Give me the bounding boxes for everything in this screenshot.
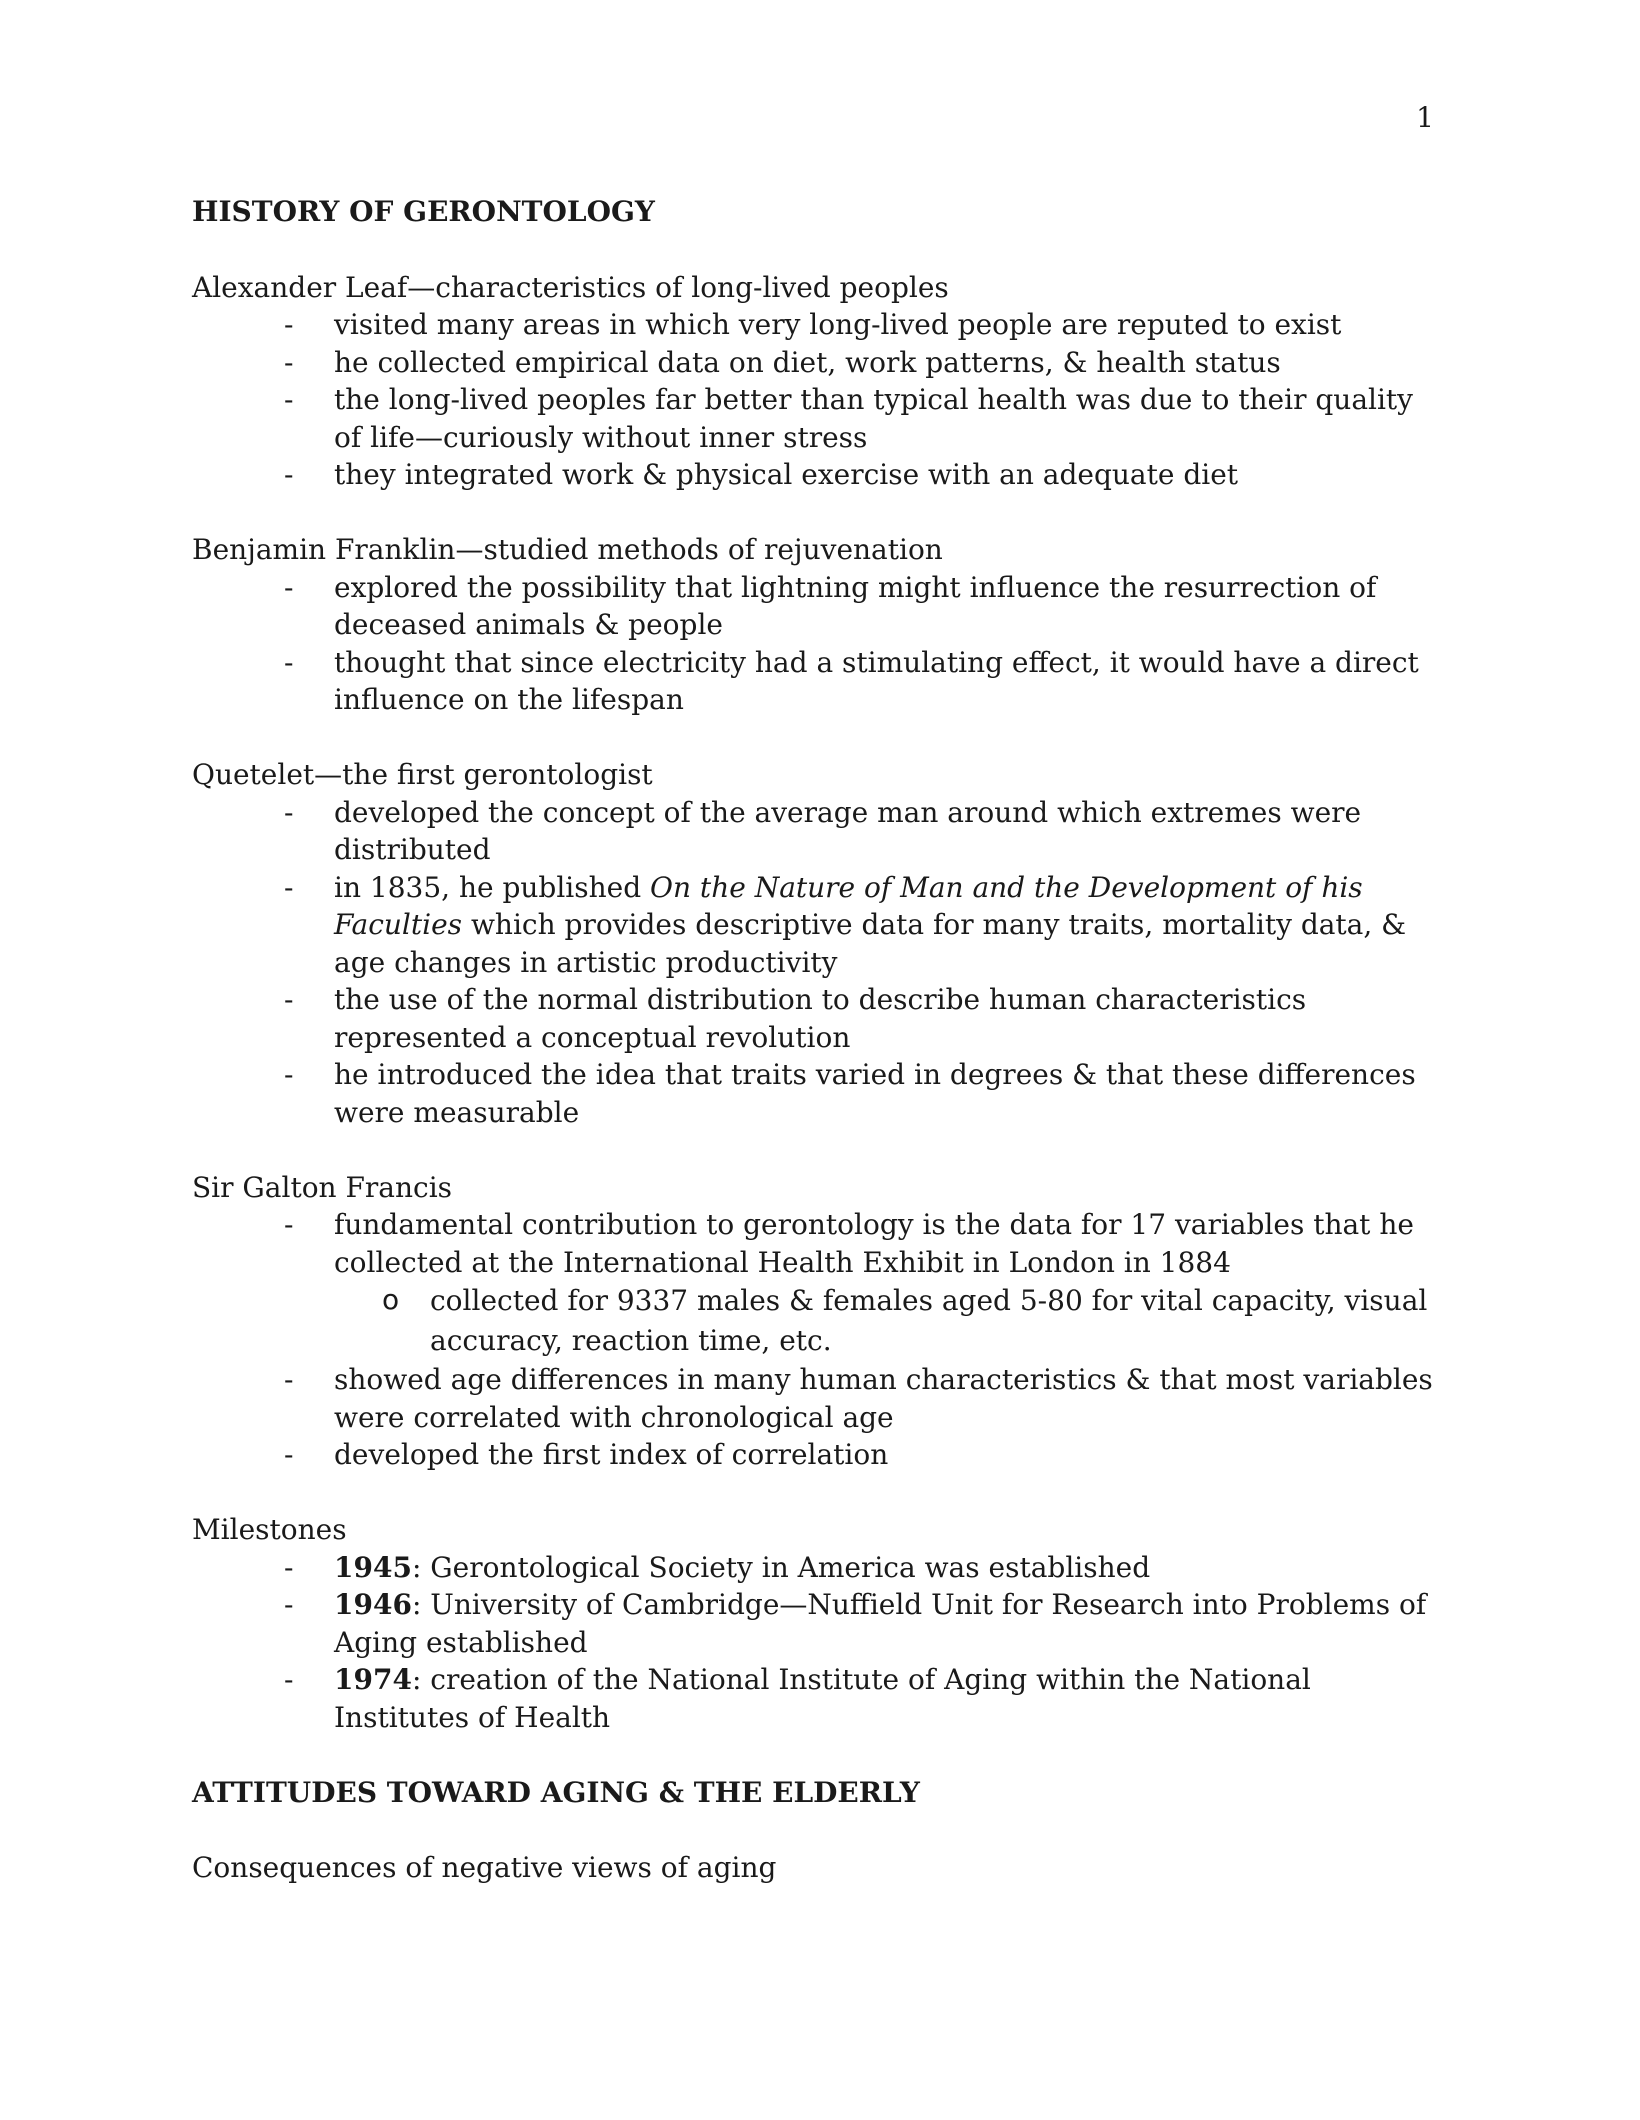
list-item: - visited many areas in which very long-lived people are reputed to exist: [334, 306, 1442, 344]
list-item: - the long-lived peoples far better than typical health was due to their quality of life—curiously without inner stress: [334, 381, 1442, 456]
list-item: - developed the first index of correlation: [334, 1436, 1442, 1474]
milestone-text: : Gerontological Society in America was established: [411, 1550, 1151, 1584]
list-item: - they integrated work & physical exercise with an adequate diet: [334, 456, 1442, 494]
list-quetelet: [192, 794, 1442, 1132]
book-title: On the Nature of Man and the Development of his Faculties: [334, 870, 1363, 941]
list-item: - he collected empirical data on diet, work patterns, & health status: [334, 344, 1442, 382]
list-item: [334, 1661, 1442, 1736]
list-item-text: which provides descriptive data for many traits, mortality data, & age changes in artistic productivity: [334, 908, 1407, 979]
milestone-text: : creation of the National Institute of Aging within the National Institutes of Health: [334, 1663, 1311, 1734]
section-title-leaf: Alexander Leaf—characteristics of long-lived peoples: [192, 270, 949, 304]
milestone-year: 1974: [334, 1663, 412, 1696]
list-item: - developed the concept of the average man around which extremes were distributed: [334, 794, 1442, 869]
list-item-text: fundamental contribution to gerontology is the data for 17 variables that he collected at the International Health Exhibit in London in 1884: [334, 1208, 1414, 1279]
section-title-quetelet: Quetelet—the first gerontologist: [192, 758, 653, 791]
sublist-galton: [334, 1281, 1442, 1361]
list-item: [334, 1549, 1442, 1587]
sublist-item: o collected for 9337 males & females aged 5-80 for vital capacity, visual accuracy, reaction time, etc.: [430, 1281, 1442, 1361]
list-item: [334, 1206, 1442, 1361]
document-body: [192, 193, 1442, 1886]
list-item: - showed age differences in many human characteristics & that most variables were correlated with chronological age: [334, 1361, 1442, 1436]
section-title-franklin: Benjamin Franklin—studied methods of rejuvenation: [192, 533, 943, 566]
page-number: 1: [1416, 101, 1434, 134]
heading-attitudes-toward-aging: ATTITUDES TOWARD AGING & THE ELDERLY: [192, 1775, 920, 1809]
list-milestones: [192, 1549, 1442, 1737]
milestone-year: 1945: [334, 1550, 412, 1584]
list-item: - explored the possibility that lightning might influence the resurrection of deceased animals & people: [334, 569, 1442, 644]
list-item: - he introduced the idea that traits varied in degrees & that these differences were measurable: [334, 1056, 1442, 1131]
list-item: - thought that since electricity had a stimulating effect, it would have a direct influence on the lifespan: [334, 644, 1442, 719]
list-galton: [192, 1206, 1442, 1474]
list-franklin: [192, 569, 1442, 719]
section-title-consequences: Consequences of negative views of aging: [192, 1850, 777, 1884]
milestone-text: : University of Cambridge—Nuffield Unit for Research into Problems of Aging established: [334, 1588, 1427, 1659]
list-item: [334, 1586, 1442, 1661]
section-title-galton: Sir Galton Francis: [192, 1170, 453, 1204]
milestone-year: 1946: [334, 1588, 412, 1621]
list-item: [334, 869, 1442, 982]
list-item: - the use of the normal distribution to describe human characteristics represented a conceptual revolution: [334, 981, 1442, 1056]
heading-history-of-gerontology: HISTORY OF GERONTOLOGY: [192, 195, 655, 228]
section-title-milestones: Milestones: [192, 1513, 347, 1546]
list-leaf: [192, 306, 1442, 494]
list-item-text: in 1835, he published: [334, 870, 651, 904]
